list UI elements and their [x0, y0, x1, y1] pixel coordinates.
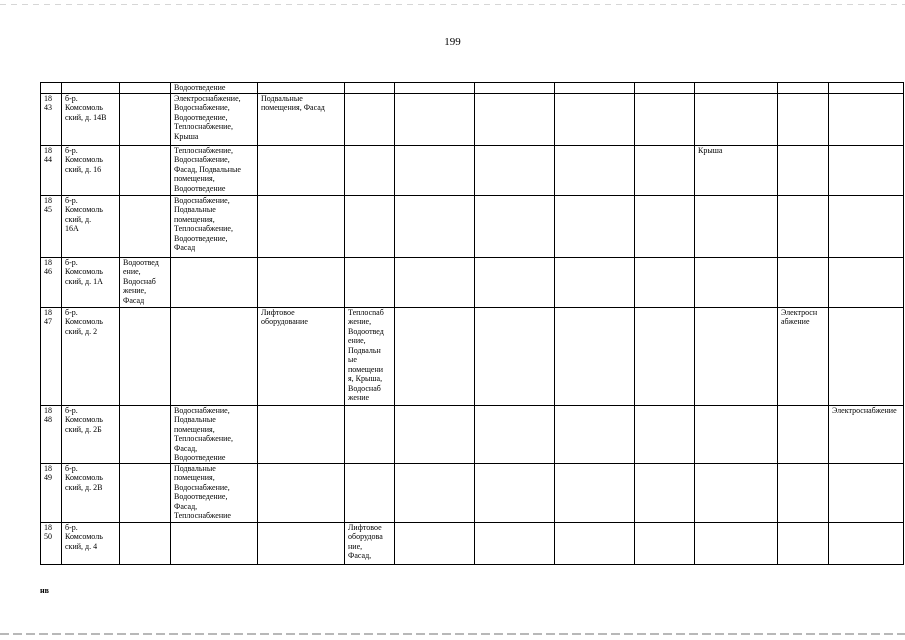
table-row [41, 93, 904, 145]
work-cell [395, 83, 475, 94]
address-cell: б-р. Комсомоль ский, д. 2 [62, 307, 120, 405]
work-cell [345, 463, 395, 522]
work-cell [829, 307, 904, 405]
work-cell [635, 522, 695, 564]
table-row [41, 522, 904, 564]
work-cell: Подвальные помещения, Фасад [258, 93, 345, 145]
work-cell: Лифтовое оборудование [258, 307, 345, 405]
address-cell: б-р. Комсомоль ский, д. 16 [62, 145, 120, 195]
scan-artifact-top [0, 4, 905, 5]
work-cell [778, 522, 829, 564]
work-cell [258, 463, 345, 522]
work-cell [395, 195, 475, 257]
work-cell [475, 93, 555, 145]
work-cell [475, 83, 555, 94]
work-cell [555, 405, 635, 463]
work-cell: Водоснабжение, Подвальные помещения, Теплоснабжение, Водоотведение, Фасад [171, 195, 258, 257]
work-cell [778, 93, 829, 145]
work-cell [120, 93, 171, 145]
schedule-table [40, 82, 904, 565]
work-cell [345, 257, 395, 307]
work-cell [258, 522, 345, 564]
table-row [41, 145, 904, 195]
address-cell: б-р. Комсомоль ский, д. 4 [62, 522, 120, 564]
scan-artifact-bottom [0, 633, 905, 635]
work-cell [395, 307, 475, 405]
work-cell [555, 522, 635, 564]
row-number-cell: 18 44 [41, 145, 62, 195]
work-cell: Электросн абжение [778, 307, 829, 405]
work-cell [635, 93, 695, 145]
work-cell: Теплоснабжение, Водоснабжение, Фасад, Подвальные помещения, Водоотведение [171, 145, 258, 195]
table-row [41, 83, 904, 94]
work-cell [345, 83, 395, 94]
work-cell [695, 522, 778, 564]
work-cell [345, 405, 395, 463]
page-number: 199 [444, 36, 461, 48]
work-cell [829, 145, 904, 195]
address-cell [62, 83, 120, 94]
work-cell [171, 257, 258, 307]
work-cell [345, 145, 395, 195]
work-cell [778, 195, 829, 257]
work-cell: Теплосnаб жение, Водоотвед ение, Подвальн ые помещени я, Крыша, Водоснаб жение [345, 307, 395, 405]
row-number-cell: 18 46 [41, 257, 62, 307]
work-cell [258, 145, 345, 195]
table-row [41, 195, 904, 257]
work-cell: Лифтовое оборудова ние, Фасад, [345, 522, 395, 564]
work-cell [120, 405, 171, 463]
work-cell [778, 145, 829, 195]
work-cell [555, 307, 635, 405]
work-cell [120, 145, 171, 195]
work-cell [258, 83, 345, 94]
work-cell [395, 405, 475, 463]
work-cell: Подвальные помещения, Водоснабжение, Водоотведение, Фасад, Теплоснабжение [171, 463, 258, 522]
work-cell [695, 307, 778, 405]
work-cell [120, 463, 171, 522]
table-row [41, 405, 904, 463]
work-cell [120, 195, 171, 257]
work-cell [695, 405, 778, 463]
row-number-cell: 18 43 [41, 93, 62, 145]
footer-mark: нв [40, 586, 49, 595]
work-cell [635, 257, 695, 307]
work-cell [395, 257, 475, 307]
work-cell [475, 195, 555, 257]
work-cell [395, 463, 475, 522]
work-cell: Электроснабжение [829, 405, 904, 463]
work-cell [555, 145, 635, 195]
work-cell [829, 93, 904, 145]
row-number-cell: 18 47 [41, 307, 62, 405]
work-cell [635, 195, 695, 257]
work-cell [171, 522, 258, 564]
work-cell [695, 83, 778, 94]
work-cell [475, 405, 555, 463]
work-cell [120, 522, 171, 564]
address-cell: б-р. Комсомоль ский, д. 1А [62, 257, 120, 307]
row-number-cell: 18 45 [41, 195, 62, 257]
table-body [41, 83, 904, 565]
row-number-cell: 18 50 [41, 522, 62, 564]
work-cell [345, 195, 395, 257]
work-cell [778, 463, 829, 522]
address-cell: б-р. Комсомоль ский, д. 2В [62, 463, 120, 522]
address-cell: б-р. Комсомоль ский, д. 14В [62, 93, 120, 145]
work-cell [635, 405, 695, 463]
work-cell [120, 307, 171, 405]
work-cell [555, 463, 635, 522]
row-number-cell: 18 48 [41, 405, 62, 463]
table-row [41, 463, 904, 522]
work-cell [120, 83, 171, 94]
work-cell [695, 93, 778, 145]
work-cell [829, 83, 904, 94]
work-cell [395, 522, 475, 564]
work-cell: Водоснабжение, Подвальные помещения, Теплоснабжение, Фасад, Водоотведение [171, 405, 258, 463]
work-cell [555, 257, 635, 307]
work-cell: Водоотведение [171, 83, 258, 94]
work-cell [695, 195, 778, 257]
address-cell: б-р. Комсомоль ский, д. 16А [62, 195, 120, 257]
work-cell [555, 93, 635, 145]
work-cell [475, 145, 555, 195]
table-row [41, 257, 904, 307]
work-cell [829, 257, 904, 307]
work-cell [829, 195, 904, 257]
work-cell [345, 93, 395, 145]
work-cell [635, 307, 695, 405]
work-cell [778, 405, 829, 463]
work-cell [258, 195, 345, 257]
row-number-cell: 18 49 [41, 463, 62, 522]
work-cell [695, 257, 778, 307]
work-cell [475, 257, 555, 307]
work-cell [829, 522, 904, 564]
work-cell [171, 307, 258, 405]
work-cell [635, 145, 695, 195]
work-cell [395, 93, 475, 145]
work-cell [258, 257, 345, 307]
work-cell [635, 83, 695, 94]
work-cell [778, 83, 829, 94]
work-cell [395, 145, 475, 195]
work-cell [635, 463, 695, 522]
work-cell [555, 83, 635, 94]
work-cell [475, 463, 555, 522]
table-row [41, 307, 904, 405]
work-cell: Водоотвед ение, Водоснаб жение, Фасад [120, 257, 171, 307]
work-cell [475, 522, 555, 564]
work-cell [829, 463, 904, 522]
row-number-cell [41, 83, 62, 94]
work-cell: Крыша [695, 145, 778, 195]
work-cell [695, 463, 778, 522]
work-cell [778, 257, 829, 307]
address-cell: б-р. Комсомоль ский, д. 2Б [62, 405, 120, 463]
work-cell: Электроснабжение, Водоснабжение, Водоотведение, Теплоснабжение, Крыша [171, 93, 258, 145]
work-cell [258, 405, 345, 463]
work-cell [555, 195, 635, 257]
work-cell [475, 307, 555, 405]
